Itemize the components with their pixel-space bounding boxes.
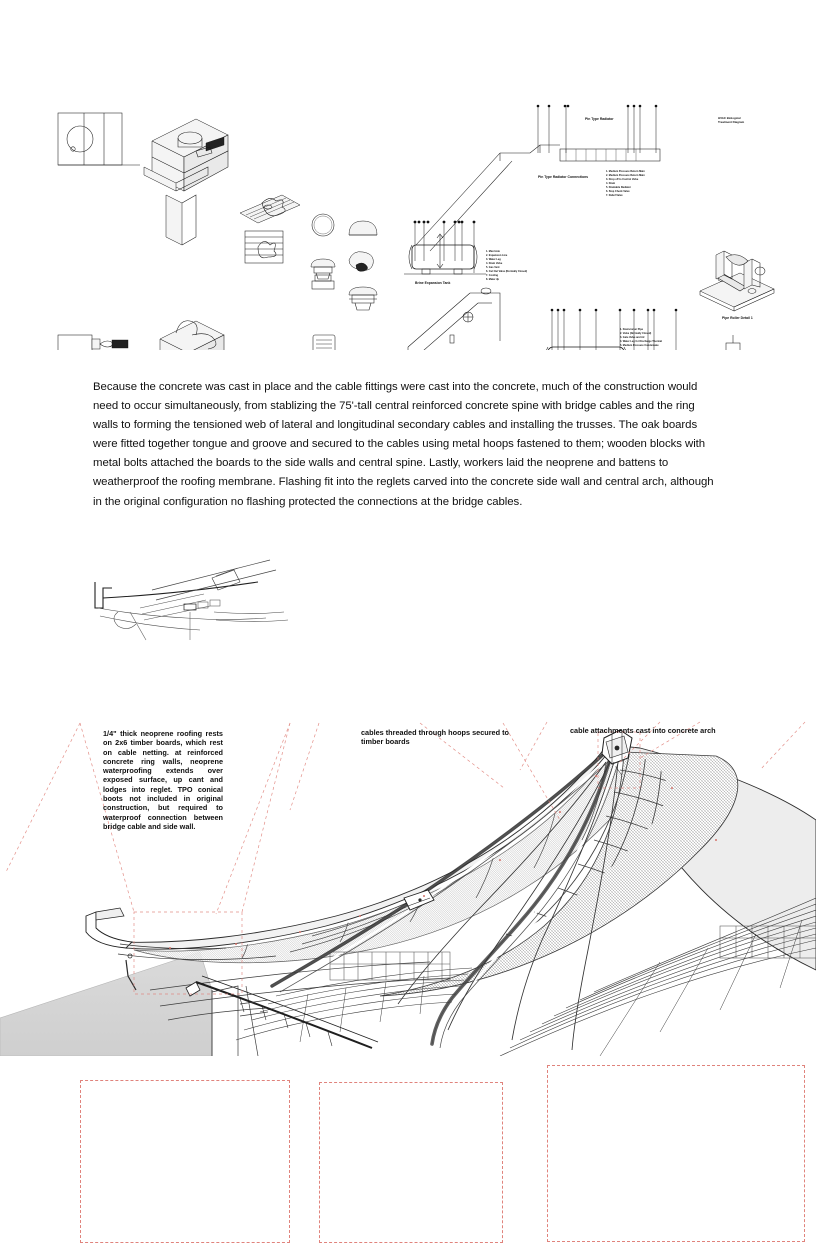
svg-text:7. Cooling: 7. Cooling — [486, 274, 499, 277]
svg-text:1. Man Hole: 1. Man Hole — [486, 250, 500, 253]
label-pin-type-radiator-connections: Pin Type Radiator Connections — [538, 175, 589, 179]
louvre-fan-elevation — [245, 231, 283, 263]
pin-type-radiator-detail — [416, 105, 745, 251]
roof-vent-cap-family — [311, 214, 377, 350]
svg-text:6. Stop Check Valve: 6. Stop Check Valve — [606, 190, 630, 193]
flash-tank-detail — [542, 309, 680, 350]
svg-text:7. Relief Valve: 7. Relief Valve — [606, 194, 623, 197]
svg-text:3. Gate Valve and Air: 3. Gate Valve and Air — [620, 336, 645, 339]
label-pin-type-radiator: Pin Type Radiator — [585, 117, 614, 121]
callout-highlight-rect — [598, 732, 640, 788]
callout-caption-right: cable attachments cast into concrete arch — [570, 726, 716, 735]
roof-edge-section-drawing — [95, 560, 288, 640]
svg-text:4. Drain: 4. Drain — [606, 182, 616, 185]
svg-text:2. Expansion Line: 2. Expansion Line — [486, 254, 508, 257]
legend-a — [486, 250, 527, 281]
label-hvac-biological-treatment: HVAC Biological — [718, 116, 741, 120]
svg-text:4. Drain Valve: 4. Drain Valve — [486, 262, 503, 265]
callout-box-left — [80, 1080, 290, 1243]
svg-text:5. Gas Vent: 5. Gas Vent — [486, 266, 500, 269]
kitchen-hood-axonometric-upper — [144, 119, 228, 245]
svg-text:3. Drop off to Control Valve: 3. Drop off to Control Valve — [606, 178, 639, 181]
label-brine-expansion-tank: Brine Expansion Tank — [415, 281, 451, 285]
svg-text:4. Water Leg for Discharge The: 4. Water Leg for Discharge Thermal — [620, 340, 663, 343]
wall-elevation-detail — [58, 113, 140, 165]
svg-text:6. Cut Out Valve (Normally Clo: 6. Cut Out Valve (Normally Closed) — [486, 270, 528, 273]
label-pipe-roller-1: Pipe Roller Detail 1 — [722, 316, 753, 320]
callout-caption-middle: cables threaded through hoops secured to timber boards — [361, 728, 509, 747]
svg-text:Treatment Diagram: Treatment Diagram — [718, 120, 745, 124]
svg-text:1. Medium Pressure Return Main: 1. Medium Pressure Return Main — [606, 170, 645, 173]
drip-trap-rig-detail — [408, 288, 500, 350]
svg-text:5. Medium Pressure Condensate: 5. Medium Pressure Condensate — [620, 344, 659, 347]
legend-b — [606, 170, 645, 197]
legend-c — [620, 328, 680, 350]
svg-text:1. Downcomer Pipe: 1. Downcomer Pipe — [620, 328, 644, 331]
svg-text:5. Drainable Radiator: 5. Drainable Radiator — [606, 186, 632, 189]
hood-axonometric-lower — [152, 321, 224, 350]
callout-caption-left: 1/4" thick neoprene roofing rests on 2x6 timber boards, which rest on cable netting. at reinforced concrete ring walls, neoprene waterproofing extends over exposed surface, up cant and lodges into reglet. TPO conical boots not included in original construction, but required to waterproof connection between bridge cable and side wall. — [103, 729, 223, 831]
damper-plan-symbols — [248, 275, 334, 350]
brine-expansion-tank-detail — [404, 221, 527, 285]
duct-bracket-elevation — [56, 335, 128, 350]
pipe-roller-detail-1 — [700, 251, 774, 320]
callout-box-right — [547, 1065, 805, 1242]
fan-on-grille-axonometric — [240, 195, 300, 223]
pipe-roller-detail-2 — [710, 335, 756, 350]
body-paragraph: Because the concrete was cast in place and the cable fittings were cast into the concrete, much of the construction would need to occur simultaneously, from stablizing the 75'-tall central reinforced concrete spine with bridge cables and the ring walls to forming the tensioned web of lateral and longitudinal secondary cables and installing the trusses. The oak boards were fitted together tongue and groove and secured to the cables using metal hoops fastened to them; wooden blocks with metal bolts attached the boards to the side walls and central spine. Lastly, workers laid the neoprene and battens to weatherproof the roofing membrane. Flashing fit into the reglets carved into the concrete side wall and central arch, although in the original configuration no flashing protected the connections at the bridge cables. — [93, 381, 714, 508]
svg-text:2. Medium Pressure Return Main: 2. Medium Pressure Return Main — [606, 174, 645, 177]
svg-text:2. Valve (Normally Closed): 2. Valve (Normally Closed) — [620, 332, 652, 335]
mechanical-details-plate — [0, 95, 816, 350]
svg-text:8. Make Up: 8. Make Up — [486, 278, 500, 281]
svg-text:3. Water Leg: 3. Water Leg — [486, 258, 501, 261]
callout-box-middle — [319, 1082, 503, 1243]
